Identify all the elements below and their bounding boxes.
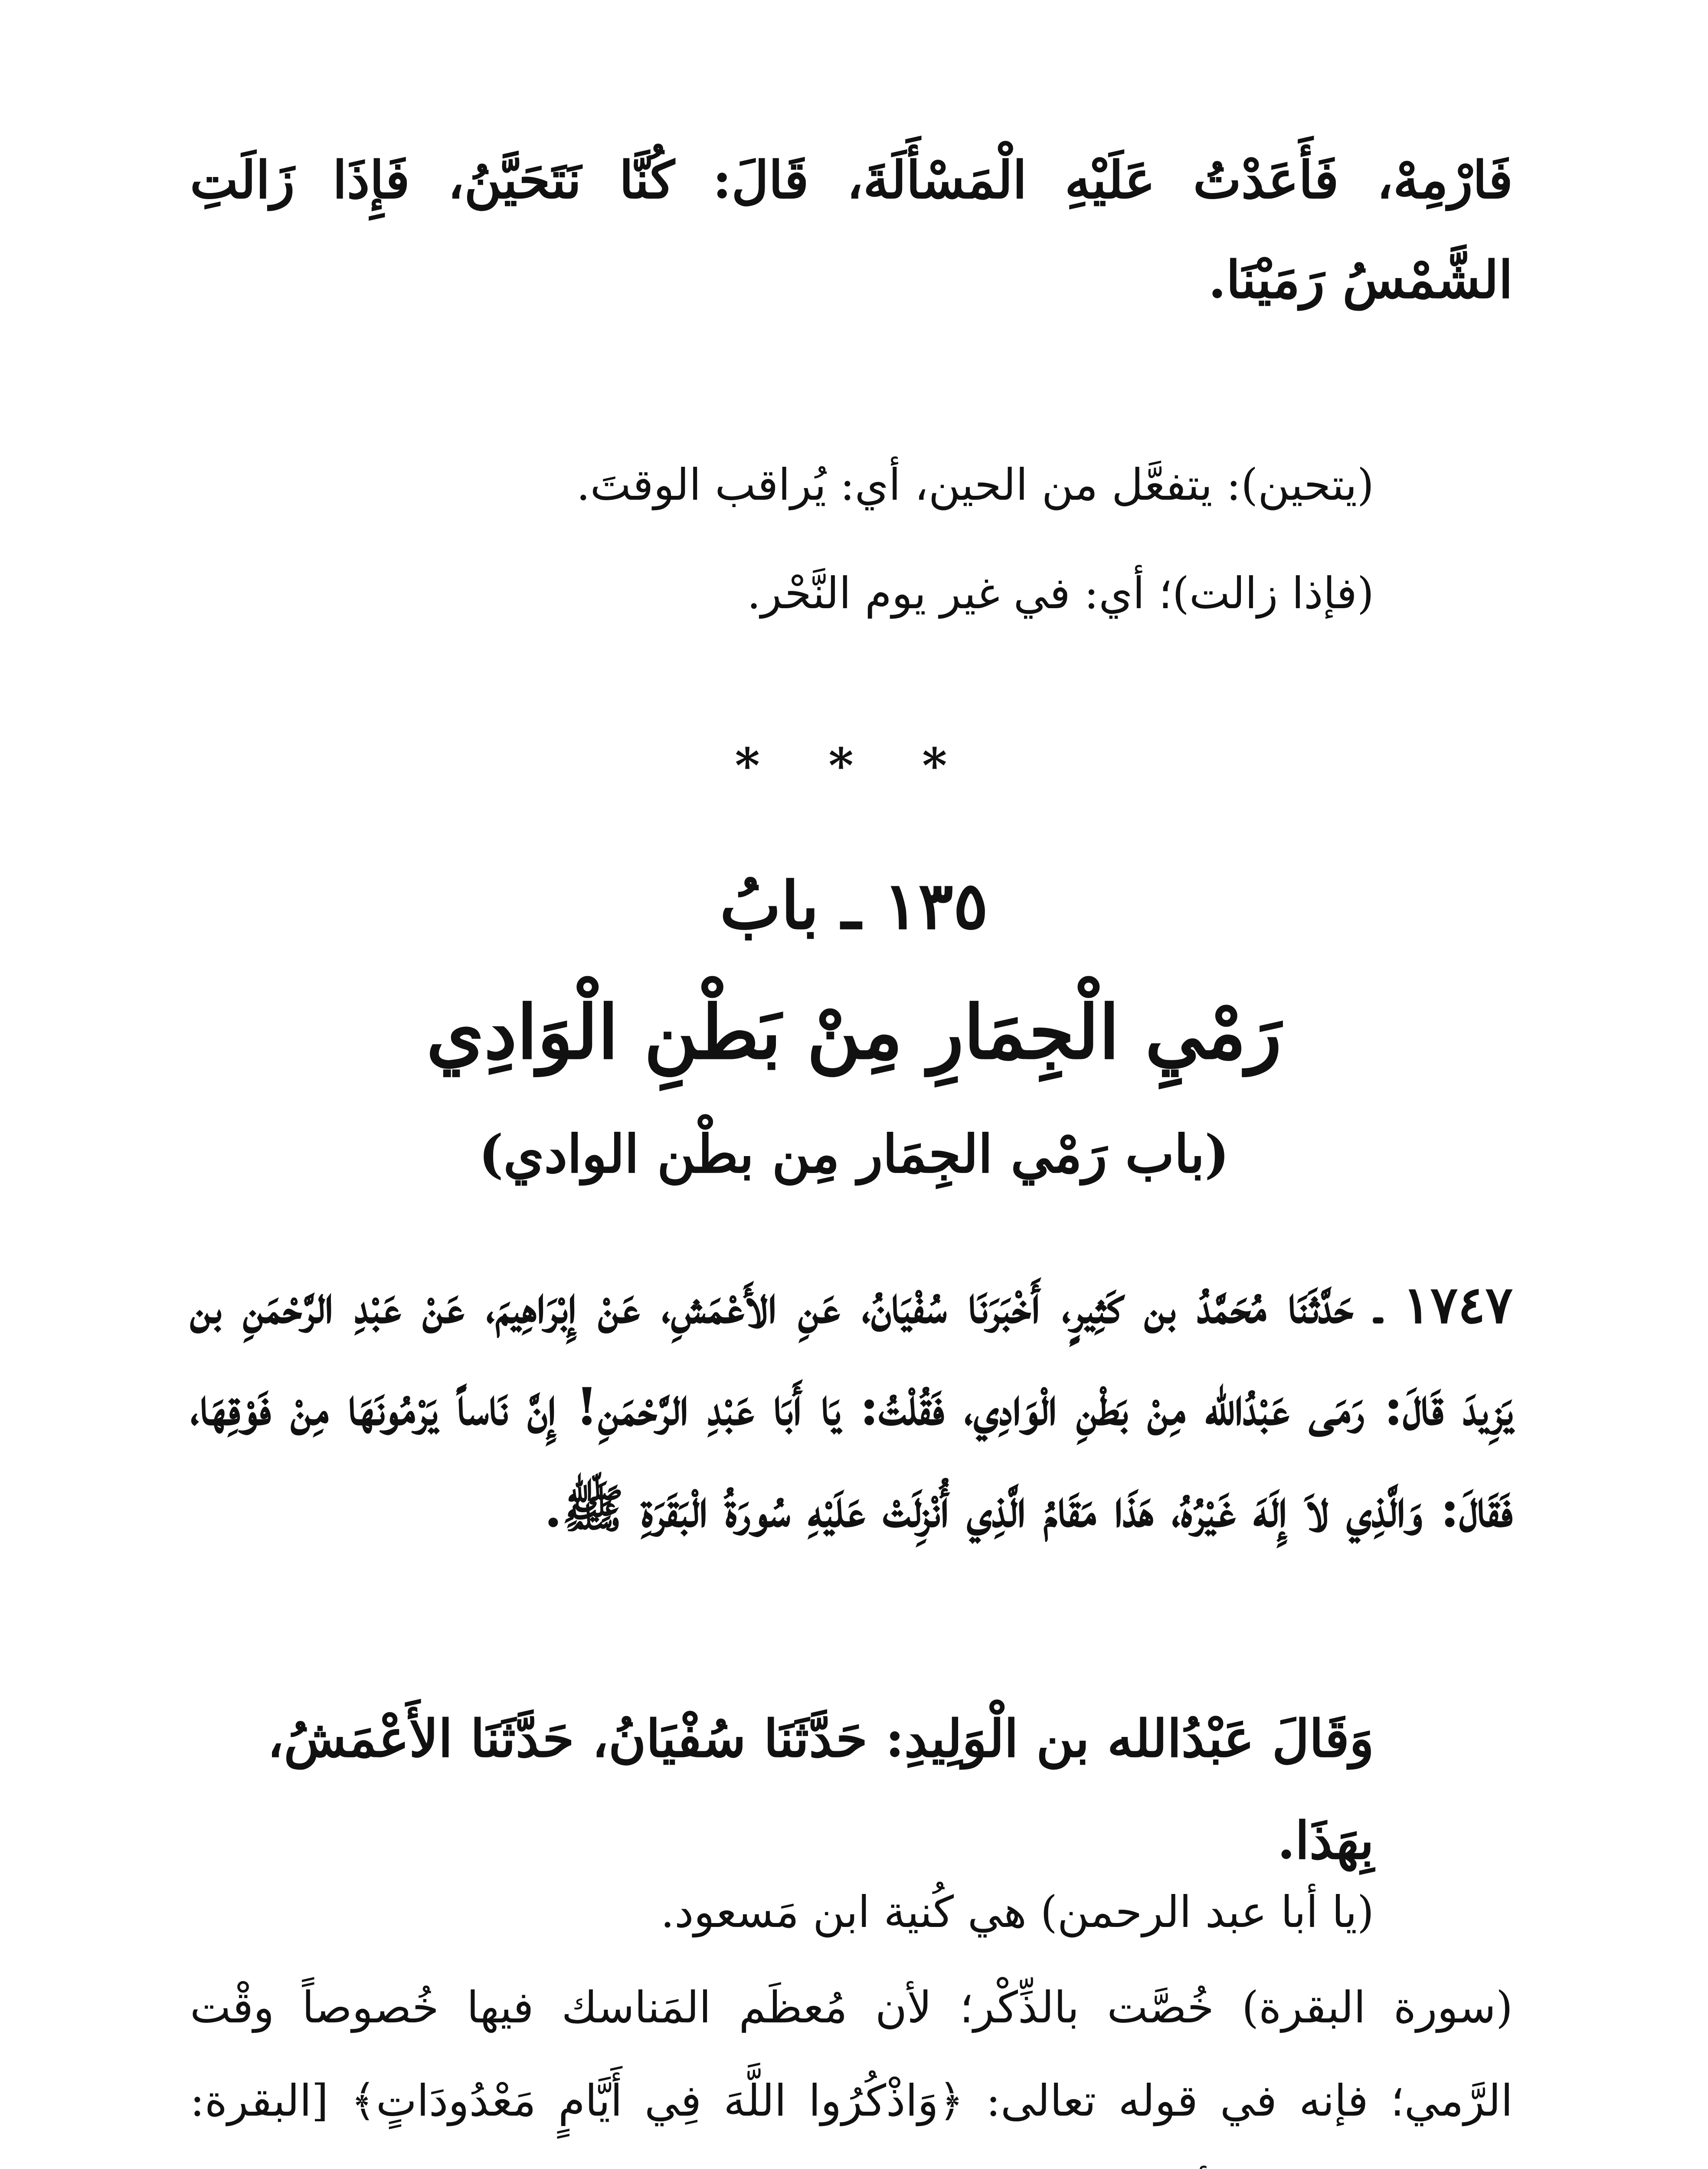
commentary-note-surat-albaqara: (سورة البقرة) خُصَّت بالذِّكْر؛ لأن مُعظَم المَناسك فيها خُصوصاً وقْت الرَّمي؛ فإنه في قوله تعالى: ﴿وَاذْكُرُوا اللَّهَ فِي أَيَّامٍ مَعْدُودَاتٍ﴾ [البقرة: [190, 1982, 1513, 2126]
hadith-continuation: فَارْمِهْ، فَأَعَدْتُ عَلَيْهِ الْمَسْأَلَةَ، قَالَ: كُنَّا نَتَحَيَّنُ، فَإِذَا زَالَتِ الشَّمْسُ رَمَيْنَا. [190, 150, 1513, 310]
note-fa-idha-zalat: (فإذا زالت)؛ أي: في غير يوم النَّحْر. [747, 568, 1374, 619]
note-yatahayyan: (يتحين): يتفعَّل من الحين، أي: يُراقب الوقتَ. [576, 459, 1374, 510]
commentary-note-kunya: (يا أبا عبد الرحمن) هي كُنية ابن مَسعود. [661, 1887, 1374, 1937]
chapter-title: رَمْيِ الْجِمَارِ مِنْ بَطْنِ الْوَادِي [426, 989, 1282, 1076]
section-separator: * * * [735, 737, 973, 793]
chapter-number: ١٣٥ ـ بابُ [720, 868, 988, 944]
chapter-subtitle: (باب رَمْي الجِمَار مِن بطْن الوادي) [478, 1124, 1230, 1185]
hadith-addendum: وَقَالَ عَبْدُالله بن الْوَلِيدِ: حَدَّثَنَا سُفْيَانُ، حَدَّثَنَا الأَعْمَشُ، بِهَذَا. [267, 1708, 1374, 1871]
hadith-1747: ١٧٤٧ ـ حَدَّثَنَا مُحَمَّدُ بن كَثِيرٍ، أَخْبَرَنَا سُفْيَانُ، عَنِ الأَعْمَشِ، عَنْ إِبْرَاهِيمَ، عَنْ عَبْدِ الرَّحْمَنِ بن يَزِيدَ قَالَ: رَمَى عَبْدُالله مِنْ بَطْنِ الْوَادِي، فَقُلْتُ: يَا أَبَا عَبْدِ الرَّحْمَنِ! إِنَّ نَاساً يَرْمُونَهَا مِنْ فَوْقِهَا، فَقَالَ: وَالَّذِي لاَ إِلَهَ غَيْرُهُ، هَذَا مَقَامُ الَّذِي أُنْزِلَتْ عَلَيْهِ سُورَةُ الْبَقَرَةِ ﷺ. [190, 1275, 1513, 1539]
